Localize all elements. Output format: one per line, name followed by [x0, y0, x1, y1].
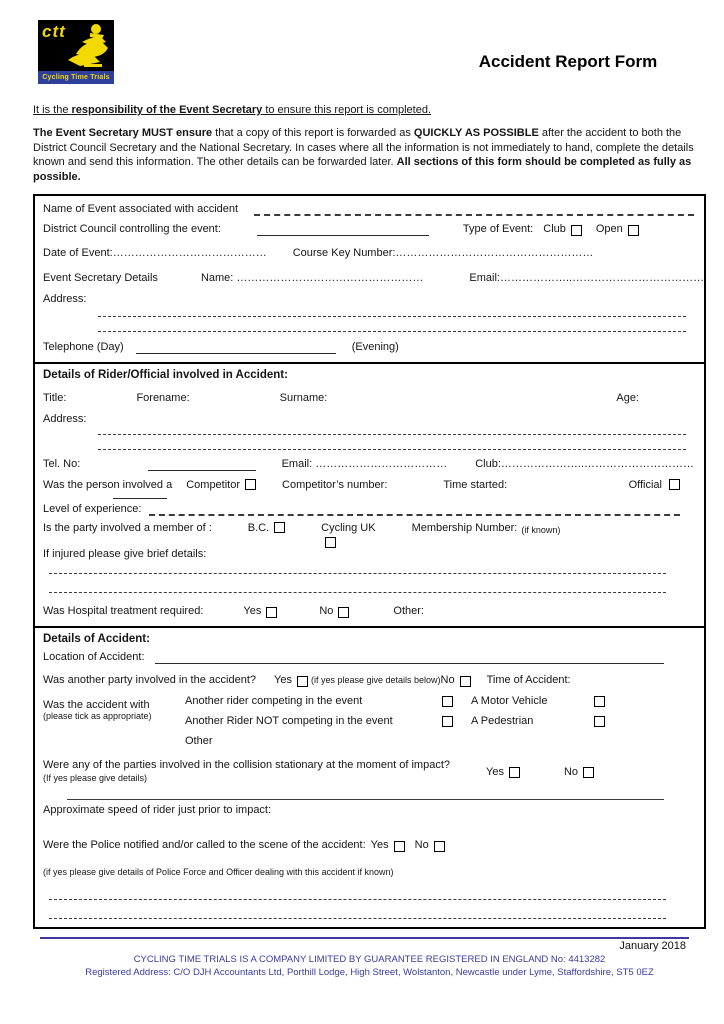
- name-of-event-label: Name of Event associated with accident: [43, 203, 239, 215]
- rider-email-label[interactable]: Email: ………………………………: [281, 458, 448, 470]
- location-line[interactable]: [155, 653, 664, 664]
- type-of-event-label: Type of Event:: [462, 223, 534, 235]
- name-of-event-line[interactable]: [254, 204, 694, 216]
- course-key-label[interactable]: Course Key Number:………………………………………………: [292, 247, 594, 259]
- police-details-line-1[interactable]: [49, 899, 666, 900]
- opt-rider-not-competing-label: Another Rider NOT competing in the event: [185, 715, 393, 727]
- footer-company-line: CYCLING TIME TRIALS IS A COMPANY LIMITED BY GUARANTEE REGISTERED IN ENGLAND No: 4413282: [133, 954, 606, 965]
- event-address-line-2[interactable]: [98, 331, 686, 332]
- opt-pedestrian-checkbox[interactable]: [594, 716, 605, 727]
- competitor-number-label: Competitor’s number:: [282, 479, 388, 491]
- stationary-details-line[interactable]: [67, 799, 664, 800]
- opt-motor-vehicle-label: A Motor Vehicle: [471, 695, 548, 707]
- secretary-name-label[interactable]: Name: ……………………………………………: [200, 272, 424, 284]
- competitor-label: Competitor: [186, 479, 241, 491]
- page-title: Accident Report Form: [478, 52, 658, 71]
- accident-with-block: [43, 695, 694, 749]
- cyclist-icon: [38, 20, 114, 71]
- injured-line-2[interactable]: [49, 592, 666, 593]
- cycling-uk-label: Cycling UK: [321, 522, 376, 534]
- title-label: Title:: [43, 392, 67, 404]
- ctt-logo: [38, 20, 114, 84]
- another-party-no-label: No: [440, 674, 455, 686]
- police-yes-label: Yes: [370, 839, 389, 851]
- open-label: Open: [595, 223, 623, 235]
- police-no-checkbox[interactable]: [434, 841, 445, 852]
- responsibility-notice: [33, 104, 706, 116]
- tel-no-line[interactable]: [148, 460, 255, 471]
- ctt-logo-caption: Cycling Time Trials: [38, 71, 114, 84]
- district-council-line[interactable]: [257, 225, 429, 236]
- hospital-other-label: Other:: [393, 605, 424, 617]
- opt-pedestrian-label: A Pedestrian: [471, 715, 534, 727]
- event-details-section: [35, 196, 704, 362]
- hospital-no-label: No: [319, 605, 334, 617]
- notice-bold: responsibility of the Event Secretary: [71, 104, 263, 116]
- opt-other-label: Other: [185, 735, 213, 747]
- person-involved-line[interactable]: [113, 492, 167, 499]
- phone-evening-label: (Evening): [351, 341, 399, 353]
- club-checkbox[interactable]: [571, 225, 582, 236]
- member-of-label: Is the party involved a member of :: [43, 522, 212, 534]
- injured-line-1[interactable]: [49, 573, 666, 574]
- hospital-no-checkbox[interactable]: [338, 607, 349, 618]
- opt-motor-vehicle-checkbox[interactable]: [594, 696, 605, 707]
- accident-details-section: [35, 626, 704, 927]
- another-party-no-checkbox[interactable]: [460, 676, 471, 687]
- age-label: Age:: [616, 392, 639, 404]
- membership-note: (if known): [521, 525, 561, 535]
- footer: [33, 937, 706, 978]
- event-secretary-label: Event Secretary Details: [43, 272, 158, 284]
- open-checkbox[interactable]: [628, 225, 639, 236]
- hospital-label: Was Hospital treatment required:: [43, 605, 204, 617]
- opt-rider-not-competing-checkbox[interactable]: [442, 716, 453, 727]
- ctt-logo-abbr: ctt: [42, 22, 66, 41]
- police-label: Were the Police notified and/or called to the scene of the accident:: [43, 839, 366, 851]
- another-party-yes-label: Yes: [274, 674, 292, 686]
- opt-rider-competing-checkbox[interactable]: [442, 696, 453, 707]
- accident-with-note: (please tick as appropriate): [43, 711, 152, 721]
- form-body: [33, 194, 706, 929]
- cycling-uk-checkbox[interactable]: [325, 537, 336, 548]
- rider-address-line-1[interactable]: [98, 434, 686, 435]
- footer-divider: [40, 937, 689, 939]
- notice-pre: It is the: [33, 104, 72, 116]
- official-checkbox[interactable]: [669, 479, 680, 490]
- date-of-event-label[interactable]: Date of Event:……………………………………: [43, 247, 267, 259]
- time-started-label: Time started:: [443, 479, 508, 491]
- another-party-label: Was another party involved in the accident?: [43, 674, 256, 686]
- rider-address-line-2[interactable]: [98, 449, 686, 450]
- intro-seg-3: QUICKLY AS POSSIBLE: [413, 127, 539, 139]
- experience-line[interactable]: [149, 504, 680, 516]
- accident-section-header: Details of Accident:: [43, 633, 150, 645]
- rider-section-header: Details of Rider/Official involved in Accident:: [43, 369, 288, 381]
- form-header: [33, 12, 706, 96]
- intro-seg-1: The Event Secretary MUST ensure: [33, 127, 213, 139]
- official-label: Official: [628, 479, 662, 491]
- secretary-email-label[interactable]: Email:………………..………………………………: [469, 272, 705, 284]
- stationary-yes-label: Yes: [486, 765, 504, 778]
- phone-day-label: Telephone (Day): [43, 341, 124, 353]
- club-label: Club: [543, 223, 566, 235]
- rider-address-label: Address:: [43, 413, 87, 425]
- another-party-note: (if yes please give details below): [310, 675, 441, 685]
- event-address-label: Address:: [43, 293, 87, 305]
- rider-details-section: [35, 362, 704, 626]
- membership-number-label: Membership Number:: [411, 522, 518, 534]
- another-party-yes-checkbox[interactable]: [297, 676, 308, 687]
- intro-seg-2: that a copy of this report is forwarded as: [212, 127, 414, 139]
- stationary-label: Were any of the parties involved in the collision stationary at the moment of impact?: [43, 759, 451, 771]
- footer-address-line: Registered Address: C/O DJH Accountants Ltd, Porthill Lodge, High Street, Wolstanton, Newcastle under Lyme, Staffordshire, ST5 0EZ: [85, 967, 654, 978]
- police-note: (if yes please give details of Police Force and Officer dealing with this accident if known): [43, 867, 394, 877]
- hospital-yes-checkbox[interactable]: [266, 607, 277, 618]
- experience-label: Level of experience:: [43, 503, 142, 515]
- accident-with-label: Was the accident with: [43, 699, 150, 711]
- event-address-line-1[interactable]: [98, 316, 686, 317]
- phone-day-line[interactable]: [136, 343, 336, 354]
- competitor-checkbox[interactable]: [245, 479, 256, 490]
- stationary-note: (If yes please give details): [43, 773, 148, 783]
- forename-label: Forename:: [136, 392, 190, 404]
- stationary-yes-checkbox[interactable]: [509, 767, 520, 778]
- police-details-line-2[interactable]: [49, 918, 666, 919]
- opt-rider-competing-label: Another rider competing in the event: [185, 695, 363, 707]
- hospital-yes-label: Yes: [243, 605, 262, 617]
- person-involved-label: Was the person involved a: [43, 479, 173, 491]
- tel-no-label: Tel. No:: [43, 458, 81, 470]
- time-of-accident-label: Time of Accident:: [486, 674, 571, 686]
- district-council-label: District Council controlling the event:: [43, 223, 221, 235]
- intro-paragraph: [33, 126, 701, 184]
- speed-label: Approximate speed of rider just prior to impact:: [43, 804, 272, 816]
- intro-seg-5: All sections of this form should be completed as fully as possible.: [33, 156, 692, 183]
- injured-details-label: If injured please give brief details:: [43, 548, 207, 560]
- bc-checkbox[interactable]: [274, 522, 285, 533]
- intro-seg-4: after the accident to both the District Council Secretary and the National Secretary. In cases where all the information is not immediately to hand, complete the details known and send this information. The other details can be forwarded later.: [33, 127, 694, 168]
- police-yes-checkbox[interactable]: [394, 841, 405, 852]
- location-label: Location of Accident:: [43, 651, 145, 663]
- notice-post: to ensure this report is completed.: [262, 104, 432, 116]
- footer-date: January 2018: [619, 940, 686, 952]
- rider-club-label[interactable]: Club:…………………..…………………………: [475, 458, 694, 470]
- bc-label: B.C.: [247, 522, 270, 534]
- police-no-label: No: [414, 839, 429, 851]
- surname-label: Surname:: [279, 392, 328, 404]
- stationary-no-label: No: [563, 765, 579, 778]
- stationary-no-checkbox[interactable]: [583, 767, 594, 778]
